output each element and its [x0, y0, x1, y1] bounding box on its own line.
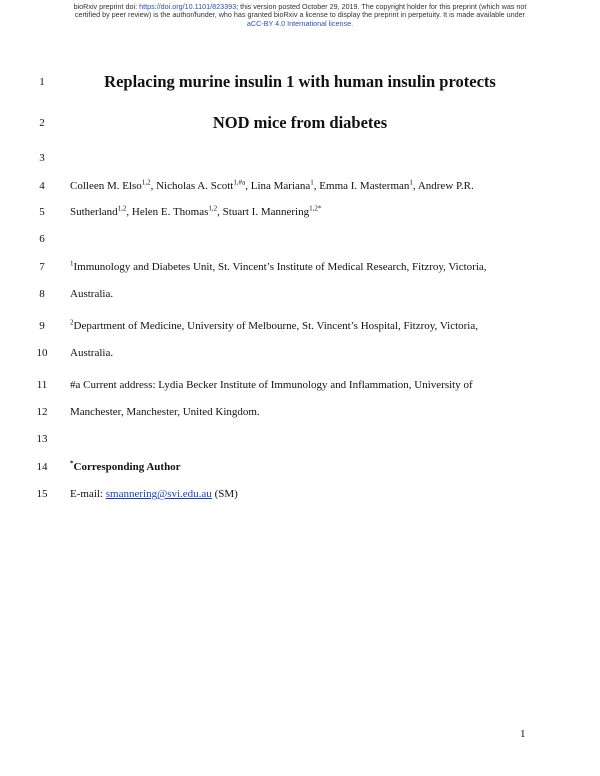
current-address-line-2: Manchester, Manchester, United Kingdom.: [70, 406, 260, 418]
line-number: 7: [39, 261, 45, 273]
line-number: 9: [39, 320, 45, 332]
email-line: [70, 488, 238, 500]
page-number: 1: [520, 728, 526, 740]
email-suffix: (SM): [211, 488, 238, 500]
author-name: Lina Mariana: [250, 180, 311, 192]
author-name: Nicholas A. Scott: [156, 180, 234, 192]
author-name: Emma I. Masterman: [319, 180, 410, 192]
author-affiliation: 1,2: [208, 204, 218, 213]
line-number: 11: [36, 379, 48, 391]
author-line-2: Sutherland$^{1,2}$, Helen E. Thomas$^{1,2}$, Stuart I. Mannering$^{1,2*}$: [70, 204, 322, 218]
line-number: 6: [39, 233, 45, 245]
email-link[interactable]: smannering@svi.edu.au: [105, 488, 212, 500]
author-affiliation: 1: [409, 178, 413, 187]
license-link[interactable]: aCC-BY 4.0 International license.: [246, 18, 354, 28]
author-name: Andrew P.R.: [417, 180, 474, 192]
affiliation-marker: 1: [70, 259, 74, 268]
line-number: 3: [39, 152, 45, 164]
line-number: 5: [39, 206, 45, 218]
preprint-banner: [20, 3, 580, 28]
author-name: Colleen M. Elso: [70, 180, 142, 192]
affiliation-text: Immunology and Diabetes Unit, St. Vincent’s Institute of Medical Research, Fitzroy, Victoria,: [73, 261, 487, 273]
corresponding-label: Corresponding Author: [73, 461, 181, 473]
affiliation-text: Department of Medicine, University of Melbourne, St. Vincent’s Hospital, Fitzroy, Victoria,: [73, 320, 478, 332]
author-affiliation: 1: [310, 178, 314, 187]
paper-title-line-1: Replacing murine insulin 1 with human insulin protects: [104, 72, 496, 91]
line-number: 10: [36, 347, 48, 359]
line-number: 1: [39, 76, 45, 88]
doi-link[interactable]: https://doi.org/10.1101/823393: [139, 2, 237, 11]
author-line-1: Colleen M. Elso$^{1,2}$, Nicholas A. Scott$^{1,\#a}$, Lina Mariana$^1$, Emma I. Masterman$^1$, Andrew P.R.: [70, 178, 474, 192]
author-affiliation: 1,2: [141, 178, 151, 187]
banner-text-2: ; this version posted October 29, 2019. The copyright holder for this preprint (which was not: [236, 2, 527, 11]
line-number: 13: [36, 433, 48, 445]
author-name: Sutherland: [70, 206, 118, 218]
paper-title-line-2: NOD mice from diabetes: [212, 113, 388, 132]
author-name: Stuart I. Mannering: [222, 206, 310, 218]
author-affiliation: 1,#a: [233, 178, 246, 187]
author-affiliation: 1,2*: [309, 204, 322, 213]
affiliation-1-line-1: [70, 261, 487, 273]
line-number: 2: [39, 117, 45, 129]
affiliation-marker: 2: [70, 318, 74, 327]
line-number: 15: [36, 488, 48, 500]
current-address-line-1: #a Current address: Lydia Becker Institute of Immunology and Inflammation, University of: [70, 379, 473, 391]
affiliation-1-line-2: Australia.: [70, 288, 114, 300]
affiliation-2-line-2: Australia.: [70, 347, 114, 359]
banner-text-3: certified by peer review) is the author/funder, who has granted bioRxiv a license to display the preprint in perpetuity. It is made available under: [74, 10, 526, 20]
line-number: 12: [36, 406, 48, 418]
affiliation-2-line-1: [70, 320, 478, 332]
banner-text-1: bioRxiv preprint doi:: [73, 2, 140, 11]
line-number: 14: [36, 461, 48, 473]
line-number: 4: [39, 180, 45, 192]
corresponding-author-heading: [70, 461, 181, 473]
corresponding-marker: *: [70, 459, 74, 468]
line-number: 8: [39, 288, 45, 300]
author-name: Helen E. Thomas: [131, 206, 209, 218]
email-prefix: E-mail:: [70, 488, 106, 500]
author-affiliation: 1,2: [117, 204, 127, 213]
